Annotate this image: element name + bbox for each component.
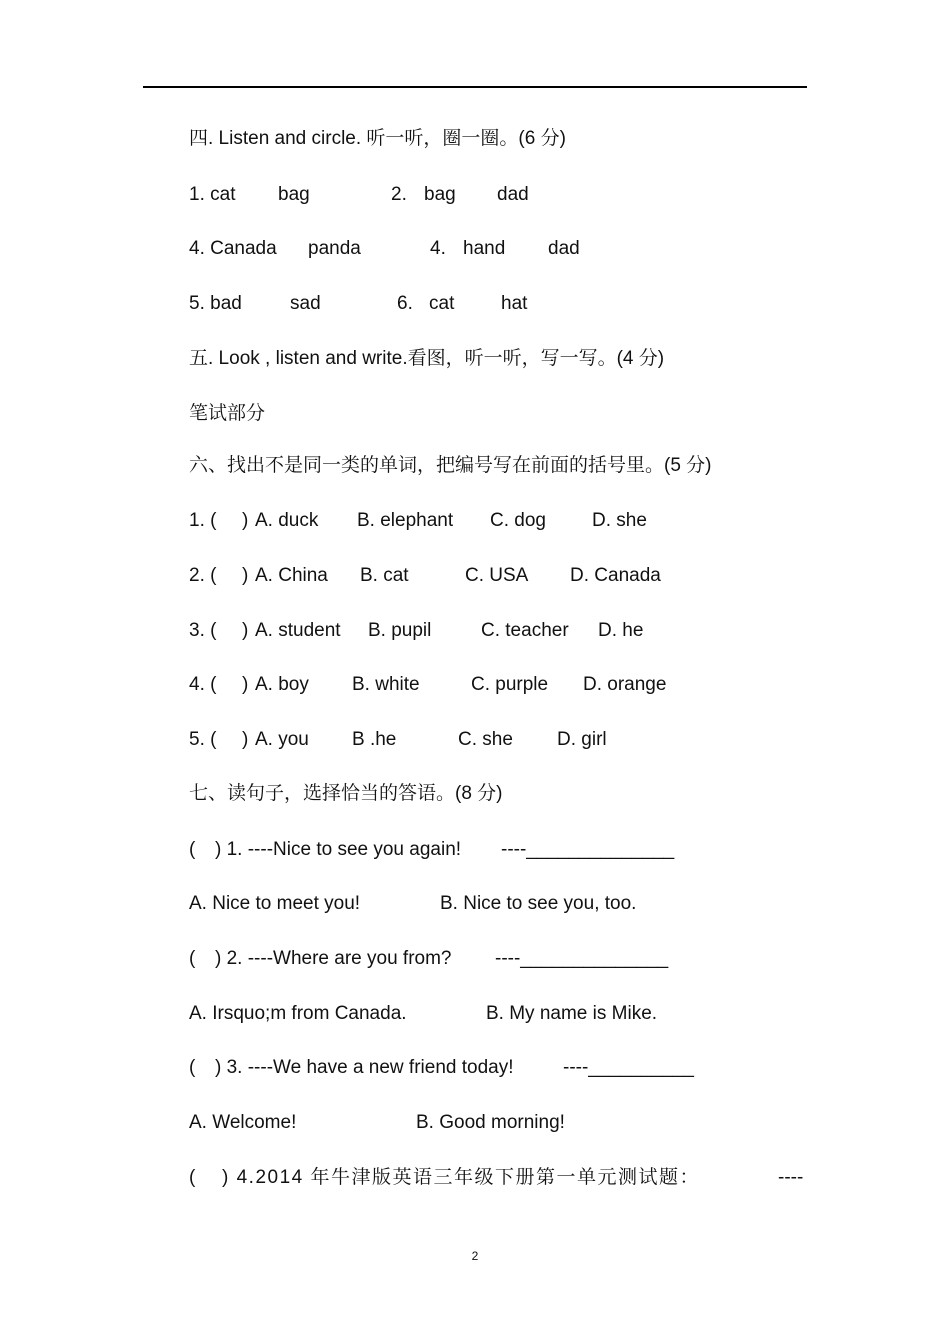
question-number: 2. ( <box>189 565 217 586</box>
answer-bracket-open: ( <box>189 1167 196 1188</box>
option-a: A. student <box>255 620 341 641</box>
option-c: C. USA <box>465 565 529 586</box>
row-item: hand <box>463 238 506 259</box>
option-d: D. Canada <box>570 565 661 586</box>
option-c: C. teacher <box>481 620 569 641</box>
row-item: 6. <box>397 293 413 314</box>
row-item: panda <box>308 238 361 259</box>
option-b: B .he <box>352 729 397 750</box>
option-b: B. Nice to see you, too. <box>440 893 637 914</box>
option-d: D. girl <box>557 729 607 750</box>
row-item: dad <box>497 184 529 205</box>
option-b: B. cat <box>360 565 409 586</box>
question-number: 1. ( <box>189 510 217 531</box>
answer-bracket-open: ( <box>189 839 196 860</box>
answer-blank: ----______________ <box>495 948 669 969</box>
option-c: C. she <box>458 729 513 750</box>
section-7-title: 七、读句子，选择恰当的答语。(8 分) <box>189 783 503 804</box>
answer-bracket-open: ( <box>189 948 196 969</box>
question-number: 5. ( <box>189 729 217 750</box>
question-number: 4. ( <box>189 674 217 695</box>
row-item: 5. bad <box>189 293 242 314</box>
row-item: 4. <box>430 238 446 259</box>
row-item: dad <box>548 238 580 259</box>
option-b: B. white <box>352 674 420 695</box>
option-a: A. Welcome! <box>189 1112 297 1133</box>
answer-blank: ----__________ <box>563 1057 694 1078</box>
question-text: ) 4.2014 年牛津版英语三年级下册第一单元测试题： <box>222 1167 700 1188</box>
option-b: B. elephant <box>357 510 454 531</box>
row-item: 2. <box>391 184 407 205</box>
option-a: A. boy <box>255 674 309 695</box>
answer-bracket-open: ( <box>189 1057 196 1078</box>
option-c: C. purple <box>471 674 549 695</box>
row-item: bag <box>424 184 456 205</box>
option-d: D. he <box>598 620 644 641</box>
row-item: bag <box>278 184 310 205</box>
option-d: D. orange <box>583 674 667 695</box>
answer-bracket-close: ) <box>242 674 249 695</box>
option-a: A. Irsquo;m from Canada. <box>189 1003 407 1024</box>
section-5-title: 五. Look , listen and write.看图，听一听，写一写。(4 分) <box>189 348 665 369</box>
row-item: hat <box>501 293 528 314</box>
option-a: A. Nice to meet you! <box>189 893 361 914</box>
option-a: A. China <box>255 565 328 586</box>
answer-blank: ---- <box>778 1167 804 1188</box>
option-a: A. duck <box>255 510 319 531</box>
option-a: A. you <box>255 729 309 750</box>
question-text: ) 1. ----Nice to see you again! <box>215 839 462 860</box>
option-b: B. pupil <box>368 620 432 641</box>
answer-bracket-close: ) <box>242 620 249 641</box>
option-c: C. dog <box>490 510 546 531</box>
question-number: 3. ( <box>189 620 217 641</box>
option-d: D. she <box>592 510 647 531</box>
row-item: 1. cat <box>189 184 236 205</box>
row-item: sad <box>290 293 321 314</box>
row-item: cat <box>429 293 455 314</box>
question-text: ) 3. ----We have a new friend today! <box>215 1057 514 1078</box>
question-text: ) 2. ----Where are you from? <box>215 948 452 969</box>
answer-bracket-close: ) <box>242 565 249 586</box>
written-part-title: 笔试部分 <box>189 403 266 424</box>
option-b: B. Good morning! <box>416 1112 565 1133</box>
option-b: B. My name is Mike. <box>486 1003 658 1024</box>
page-number: 2 <box>471 1249 479 1263</box>
answer-bracket-close: ) <box>242 510 249 531</box>
section-6-title: 六、找出不是同一类的单词，把编号写在前面的括号里。(5 分) <box>189 455 712 476</box>
row-item: 4. Canada <box>189 238 277 259</box>
answer-blank: ----______________ <box>501 839 675 860</box>
header-rule <box>143 86 807 88</box>
answer-bracket-close: ) <box>242 729 249 750</box>
section-4-title: 四. Listen and circle. 听一听，圈一圈。(6 分) <box>189 128 566 149</box>
